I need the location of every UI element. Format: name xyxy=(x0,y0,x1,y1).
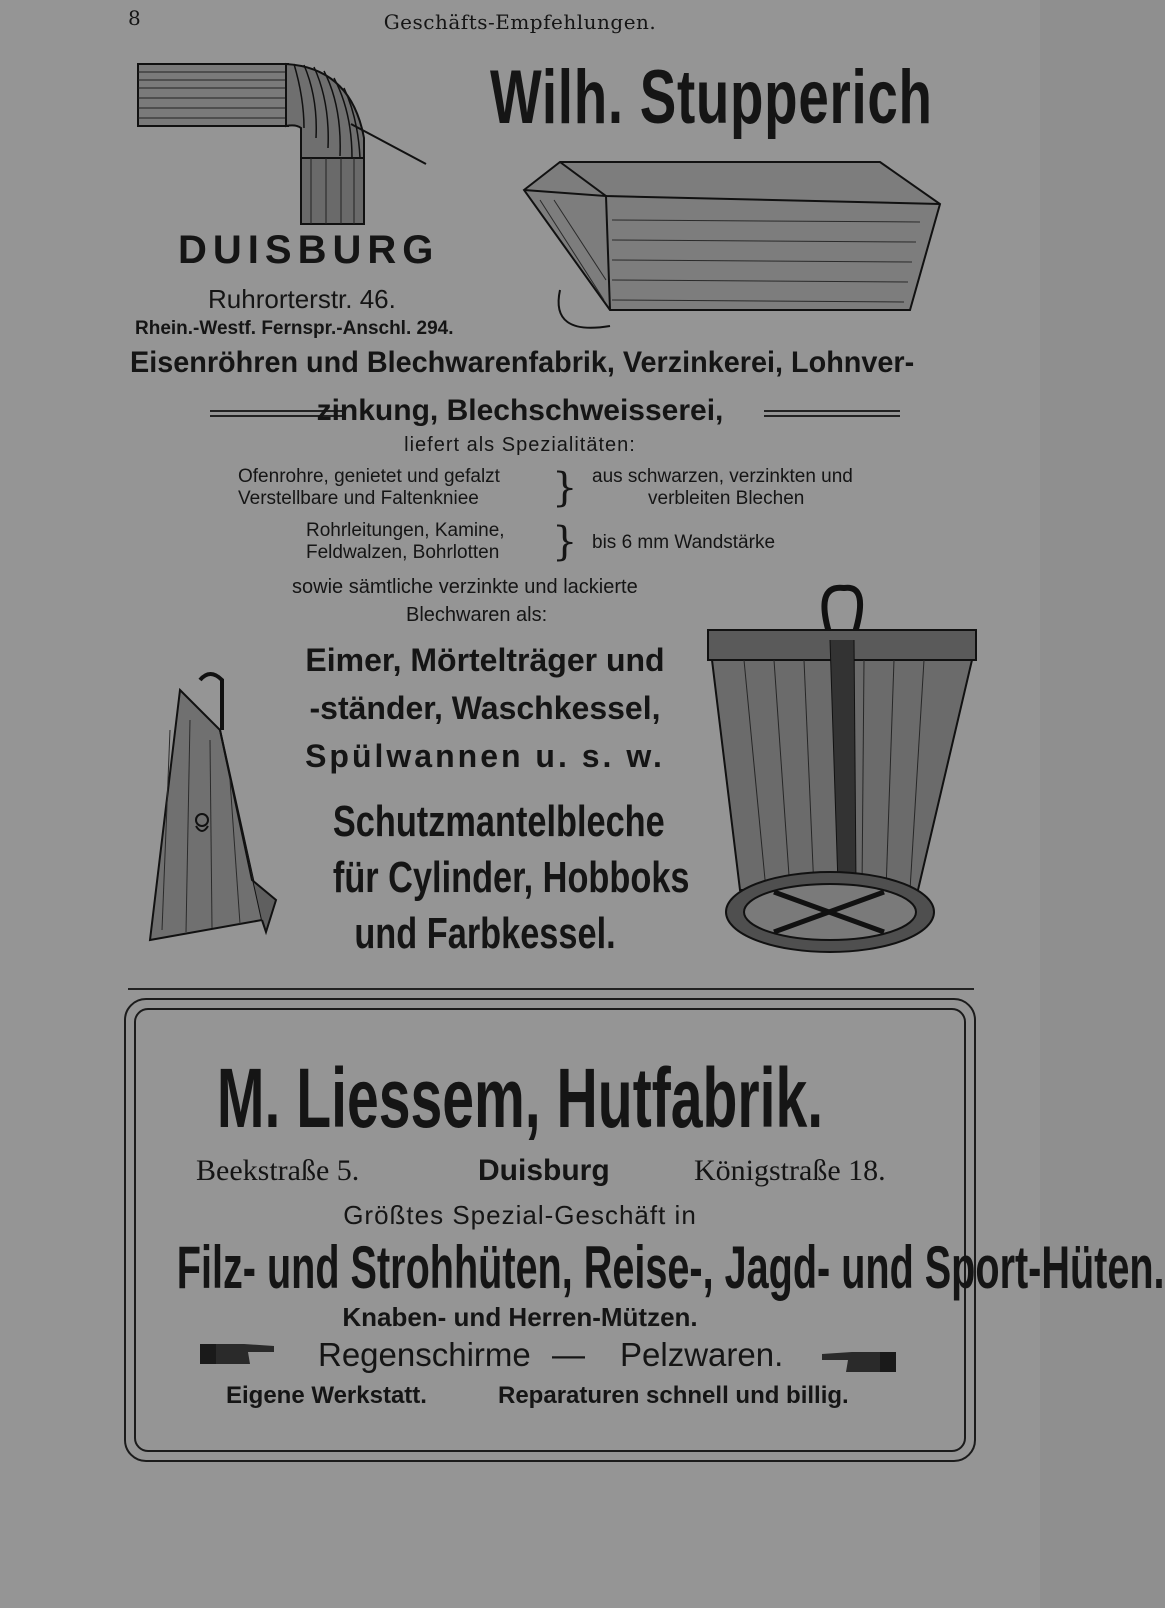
hat-types: Filz- und Strohhüten, Reise-, Jagd- und Sport-Hüten. xyxy=(176,1234,1165,1301)
page-number: 8 xyxy=(128,6,141,30)
brace-icon: } xyxy=(552,465,578,511)
spec1-left-2: Verstellbare und Faltenkniee xyxy=(238,488,479,509)
also-line-2: Blechwaren als: xyxy=(406,604,548,626)
spec2-left-2: Feldwalzen, Bohrlotten xyxy=(306,542,500,563)
slogan: Größtes Spezial-Geschäft in xyxy=(343,1200,697,1230)
pointing-hand-left-icon xyxy=(818,1346,898,1376)
company-name-liessem: M. Liessem, Hutfabrik. xyxy=(216,1051,824,1145)
address-left: Beekstraße 5. xyxy=(196,1154,360,1187)
repairs: Reparaturen schnell und billig. xyxy=(498,1382,849,1409)
heavy-line-2: für Cylinder, Hobboks xyxy=(332,853,690,902)
street-address: Ruhrorterstr. 46. xyxy=(208,284,396,314)
heavy-line-1: Schutzmantelbleche xyxy=(332,797,665,846)
business-description-line2: zinkung, Blechschweisserei, xyxy=(316,394,724,427)
spec1-left-1: Ofenrohre, genietet und gefalzt xyxy=(238,466,500,487)
items-line-1: Eimer, Mörtelträger und xyxy=(305,642,665,678)
page-header xyxy=(0,6,1040,36)
city-duisburg: DUISBURG xyxy=(178,228,440,272)
brace-icon: } xyxy=(552,519,578,565)
company-name-stupperich: Wilh. Stupperich xyxy=(490,55,933,140)
heavy-line-3: und Farbkessel. xyxy=(354,909,616,958)
umbrellas: Regenschirme xyxy=(318,1336,531,1373)
spec2-left-1: Rohrleitungen, Kamine, xyxy=(306,520,505,541)
pointing-hand-right-icon xyxy=(198,1338,278,1368)
spec2-right: bis 6 mm Wandstärke xyxy=(592,532,776,553)
spec1-right-2: verbleiten Blechen xyxy=(648,488,805,509)
dash-separator: — xyxy=(552,1336,585,1373)
items-line-2: -ständer, Waschkessel, xyxy=(309,690,661,726)
caps-line: Knaben- und Herren-Mützen. xyxy=(342,1302,698,1332)
address-right: Königstraße 18. xyxy=(694,1154,886,1187)
city-duisburg-2: Duisburg xyxy=(478,1154,610,1187)
decorative-rule-right xyxy=(764,410,900,417)
also-line-1: sowie sämtliche verzinkte und lackierte xyxy=(292,576,638,598)
specialties-intro: liefert als Spezialitäten: xyxy=(404,434,636,456)
furs: Pelzwaren. xyxy=(620,1336,784,1373)
coal-scuttle-illustration xyxy=(140,670,290,960)
spec1-right-1: aus schwarzen, verzinkten und xyxy=(592,466,853,487)
pipe-elbow-illustration xyxy=(136,58,436,228)
section-divider xyxy=(128,988,974,990)
telephone-line: Rhein.-Westf. Fernspr.-Anschl. 294. xyxy=(135,318,454,339)
own-workshop: Eigene Werkstatt. xyxy=(226,1382,427,1409)
bucket-illustration xyxy=(704,580,984,980)
running-title: Geschäfts-Empfehlungen. xyxy=(383,10,657,34)
trough-illustration xyxy=(520,160,950,340)
business-description-line1: Eisenröhren und Blechwarenfabrik, Verzinkerei, Lohnver- xyxy=(130,346,915,379)
items-line-3: Spülwannen u. s. w. xyxy=(305,738,665,774)
